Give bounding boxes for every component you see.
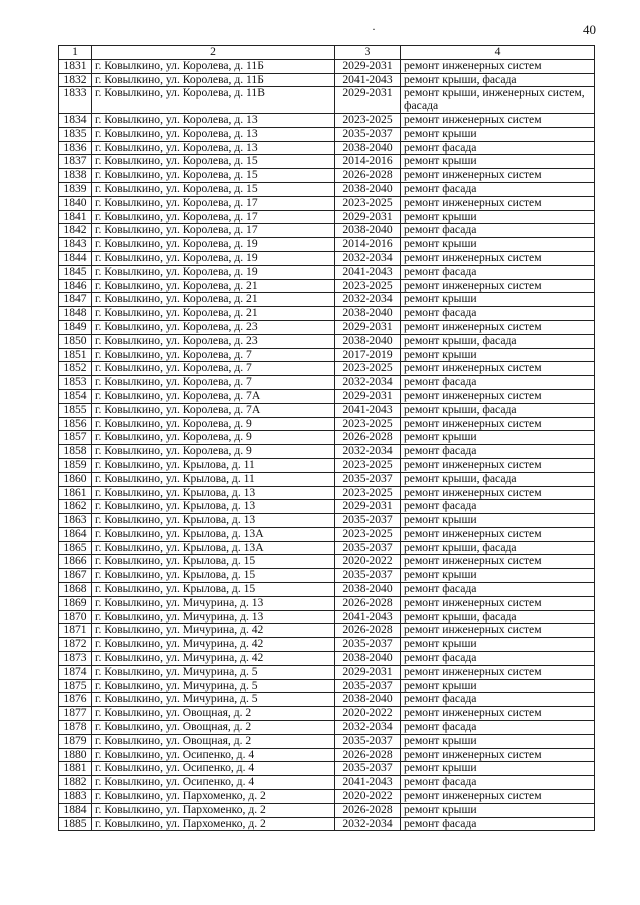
period-cell: 2038-2040 — [335, 583, 401, 597]
row-number: 1873 — [59, 652, 92, 666]
row-number: 1863 — [59, 514, 92, 528]
period-cell: 2020-2022 — [335, 707, 401, 721]
row-number: 1871 — [59, 624, 92, 638]
table-row — [59, 762, 595, 776]
address-cell: г. Ковылкино, ул. Пархоменко, д. 2 — [92, 817, 335, 831]
row-number: 1869 — [59, 596, 92, 610]
row-number: 1847 — [59, 293, 92, 307]
address-cell: г. Ковылкино, ул. Королева, д. 15 — [92, 182, 335, 196]
table-row — [59, 334, 595, 348]
address-cell: г. Ковылкино, ул. Королева, д. 13 — [92, 141, 335, 155]
row-number: 1862 — [59, 500, 92, 514]
period-cell: 2026-2028 — [335, 748, 401, 762]
table-row — [59, 376, 595, 390]
address-cell: г. Ковылкино, ул. Королева, д. 9 — [92, 445, 335, 459]
address-cell: г. Ковылкино, ул. Крылова, д. 13 — [92, 514, 335, 528]
table-row — [59, 596, 595, 610]
work-type-cell: ремонт инженерных систем — [401, 251, 595, 265]
period-cell: 2032-2034 — [335, 293, 401, 307]
work-type-cell: ремонт инженерных систем — [401, 196, 595, 210]
period-cell: 2038-2040 — [335, 307, 401, 321]
period-cell: 2041-2043 — [335, 610, 401, 624]
row-number: 1861 — [59, 486, 92, 500]
table-row — [59, 458, 595, 472]
address-cell: г. Ковылкино, ул. Мичурина, д. 5 — [92, 665, 335, 679]
work-type-cell: ремонт крыши, фасада — [401, 334, 595, 348]
address-cell: г. Ковылкино, ул. Королева, д. 21 — [92, 279, 335, 293]
address-cell: г. Ковылкино, ул. Королева, д. 11Б — [92, 73, 335, 87]
period-cell: 2029-2031 — [335, 320, 401, 334]
table-row — [59, 279, 595, 293]
row-number: 1836 — [59, 141, 92, 155]
work-type-cell: ремонт инженерных систем — [401, 624, 595, 638]
row-number: 1843 — [59, 238, 92, 252]
period-cell: 2020-2022 — [335, 555, 401, 569]
work-type-cell: ремонт крыши, фасада — [401, 403, 595, 417]
period-cell: 2026-2028 — [335, 596, 401, 610]
row-number: 1882 — [59, 776, 92, 790]
row-number: 1841 — [59, 210, 92, 224]
work-type-cell: ремонт инженерных систем — [401, 113, 595, 127]
period-cell: 2023-2025 — [335, 362, 401, 376]
work-type-cell: ремонт крыши — [401, 569, 595, 583]
work-type-cell: ремонт инженерных систем — [401, 748, 595, 762]
address-cell: г. Ковылкино, ул. Овощная, д. 2 — [92, 721, 335, 735]
period-cell: 2023-2025 — [335, 417, 401, 431]
period-cell: 2035-2037 — [335, 127, 401, 141]
address-cell: г. Ковылкино, ул. Крылова, д. 13А — [92, 527, 335, 541]
work-type-cell: ремонт крыши — [401, 238, 595, 252]
work-type-cell: ремонт крыши, фасада — [401, 73, 595, 87]
address-cell: г. Ковылкино, ул. Мичурина, д. 42 — [92, 652, 335, 666]
work-type-cell: ремонт фасада — [401, 376, 595, 390]
address-cell: г. Ковылкино, ул. Крылова, д. 15 — [92, 583, 335, 597]
address-cell: г. Ковылкино, ул. Королева, д. 17 — [92, 210, 335, 224]
period-cell: 2032-2034 — [335, 445, 401, 459]
row-number: 1850 — [59, 334, 92, 348]
period-cell: 2026-2028 — [335, 624, 401, 638]
row-number: 1844 — [59, 251, 92, 265]
table-row — [59, 238, 595, 252]
period-cell: 2023-2025 — [335, 486, 401, 500]
table-row — [59, 389, 595, 403]
table-row — [59, 569, 595, 583]
header-cell-col4: 4 — [401, 46, 595, 60]
table-row — [59, 817, 595, 831]
address-cell: г. Ковылкино, ул. Крылова, д. 13 — [92, 500, 335, 514]
work-type-cell: ремонт крыши — [401, 293, 595, 307]
address-cell: г. Ковылкино, ул. Королева, д. 15 — [92, 155, 335, 169]
table-row — [59, 734, 595, 748]
row-number: 1878 — [59, 721, 92, 735]
address-cell: г. Ковылкино, ул. Королева, д. 11В — [92, 87, 335, 114]
address-cell: г. Ковылкино, ул. Овощная, д. 2 — [92, 734, 335, 748]
work-type-cell: ремонт крыши, фасада — [401, 472, 595, 486]
period-cell: 2035-2037 — [335, 679, 401, 693]
period-cell: 2035-2037 — [335, 638, 401, 652]
table-row — [59, 73, 595, 87]
table-row — [59, 500, 595, 514]
address-cell: г. Ковылкино, ул. Королева, д. 19 — [92, 251, 335, 265]
period-cell: 2026-2028 — [335, 431, 401, 445]
work-type-cell: ремонт крыши — [401, 734, 595, 748]
row-number: 1868 — [59, 583, 92, 597]
work-type-cell: ремонт фасада — [401, 265, 595, 279]
row-number: 1832 — [59, 73, 92, 87]
period-cell: 2035-2037 — [335, 514, 401, 528]
period-cell: 2023-2025 — [335, 458, 401, 472]
address-cell: г. Ковылкино, ул. Мичурина, д. 42 — [92, 638, 335, 652]
table-row — [59, 624, 595, 638]
row-number: 1881 — [59, 762, 92, 776]
work-type-cell: ремонт инженерных систем — [401, 417, 595, 431]
work-type-cell: ремонт крыши, инженерных систем, фасада — [401, 87, 595, 114]
table-row — [59, 307, 595, 321]
period-cell: 2023-2025 — [335, 279, 401, 293]
table-row — [59, 445, 595, 459]
repair-schedule-table — [58, 45, 595, 831]
address-cell: г. Ковылкино, ул. Королева, д. 13 — [92, 113, 335, 127]
work-type-cell: ремонт инженерных систем — [401, 555, 595, 569]
period-cell: 2035-2037 — [335, 569, 401, 583]
work-type-cell: ремонт инженерных систем — [401, 790, 595, 804]
table-row — [59, 514, 595, 528]
row-number: 1848 — [59, 307, 92, 321]
row-number: 1840 — [59, 196, 92, 210]
table-row — [59, 87, 595, 114]
row-number: 1833 — [59, 87, 92, 114]
table-row — [59, 417, 595, 431]
work-type-cell: ремонт фасада — [401, 224, 595, 238]
row-number: 1885 — [59, 817, 92, 831]
row-number: 1867 — [59, 569, 92, 583]
address-cell: г. Ковылкино, ул. Мичурина, д. 13 — [92, 610, 335, 624]
row-number: 1884 — [59, 803, 92, 817]
address-cell: г. Ковылкино, ул. Крылова, д. 15 — [92, 569, 335, 583]
table-body — [59, 59, 595, 831]
address-cell: г. Ковылкино, ул. Крылова, д. 11 — [92, 472, 335, 486]
table-row — [59, 665, 595, 679]
address-cell: г. Ковылкино, ул. Крылова, д. 15 — [92, 555, 335, 569]
table-row — [59, 707, 595, 721]
period-cell: 2032-2034 — [335, 817, 401, 831]
work-type-cell: ремонт инженерных систем — [401, 707, 595, 721]
table-row — [59, 196, 595, 210]
work-type-cell: ремонт инженерных систем — [401, 527, 595, 541]
table-row — [59, 679, 595, 693]
address-cell: г. Ковылкино, ул. Королева, д. 21 — [92, 293, 335, 307]
table-row — [59, 638, 595, 652]
work-type-cell: ремонт фасада — [401, 652, 595, 666]
work-type-cell: ремонт крыши — [401, 127, 595, 141]
work-type-cell: ремонт фасада — [401, 776, 595, 790]
period-cell: 2029-2031 — [335, 389, 401, 403]
table-row — [59, 113, 595, 127]
period-cell: 2038-2040 — [335, 224, 401, 238]
period-cell: 2029-2031 — [335, 87, 401, 114]
row-number: 1864 — [59, 527, 92, 541]
table-row — [59, 803, 595, 817]
period-cell: 2041-2043 — [335, 776, 401, 790]
row-number: 1874 — [59, 665, 92, 679]
work-type-cell: ремонт фасада — [401, 500, 595, 514]
table-row — [59, 182, 595, 196]
work-type-cell: ремонт инженерных систем — [401, 458, 595, 472]
period-cell: 2035-2037 — [335, 734, 401, 748]
work-type-cell: ремонт крыши — [401, 431, 595, 445]
header-cell-col1: 1 — [59, 46, 92, 60]
row-number: 1831 — [59, 59, 92, 73]
row-number: 1834 — [59, 113, 92, 127]
table-row — [59, 169, 595, 183]
table-row — [59, 610, 595, 624]
address-cell: г. Ковылкино, ул. Королева, д. 7А — [92, 389, 335, 403]
address-cell: г. Ковылкино, ул. Королева, д. 23 — [92, 320, 335, 334]
row-number: 1851 — [59, 348, 92, 362]
row-number: 1853 — [59, 376, 92, 390]
address-cell: г. Ковылкино, ул. Королева, д. 9 — [92, 417, 335, 431]
table-row — [59, 320, 595, 334]
address-cell: г. Ковылкино, ул. Пархоменко, д. 2 — [92, 803, 335, 817]
row-number: 1883 — [59, 790, 92, 804]
work-type-cell: ремонт фасада — [401, 721, 595, 735]
address-cell: г. Ковылкино, ул. Королева, д. 9 — [92, 431, 335, 445]
period-cell: 2032-2034 — [335, 251, 401, 265]
period-cell: 2038-2040 — [335, 652, 401, 666]
address-cell: г. Ковылкино, ул. Королева, д. 21 — [92, 307, 335, 321]
period-cell: 2029-2031 — [335, 59, 401, 73]
period-cell: 2026-2028 — [335, 803, 401, 817]
period-cell: 2035-2037 — [335, 541, 401, 555]
work-type-cell: ремонт фасада — [401, 817, 595, 831]
table-row — [59, 224, 595, 238]
page-number: 40 — [583, 22, 596, 37]
work-type-cell: ремонт крыши — [401, 679, 595, 693]
work-type-cell: ремонт фасада — [401, 307, 595, 321]
period-cell: 2038-2040 — [335, 693, 401, 707]
address-cell: г. Ковылкино, ул. Королева, д. 11Б — [92, 59, 335, 73]
table-row — [59, 790, 595, 804]
work-type-cell: ремонт крыши — [401, 638, 595, 652]
address-cell: г. Ковылкино, ул. Мичурина, д. 5 — [92, 679, 335, 693]
row-number: 1842 — [59, 224, 92, 238]
address-cell: г. Ковылкино, ул. Овощная, д. 2 — [92, 707, 335, 721]
period-cell: 2023-2025 — [335, 527, 401, 541]
address-cell: г. Ковылкино, ул. Королева, д. 23 — [92, 334, 335, 348]
table-row — [59, 486, 595, 500]
work-type-cell: ремонт крыши — [401, 348, 595, 362]
top-mark: · — [372, 22, 376, 36]
work-type-cell: ремонт крыши, фасада — [401, 541, 595, 555]
row-number: 1876 — [59, 693, 92, 707]
period-cell: 2029-2031 — [335, 500, 401, 514]
table-header-row — [59, 46, 595, 60]
period-cell: 2023-2025 — [335, 113, 401, 127]
address-cell: г. Ковылкино, ул. Осипенко, д. 4 — [92, 762, 335, 776]
work-type-cell: ремонт инженерных систем — [401, 665, 595, 679]
row-number: 1877 — [59, 707, 92, 721]
address-cell: г. Ковылкино, ул. Королева, д. 13 — [92, 127, 335, 141]
row-number: 1845 — [59, 265, 92, 279]
row-number: 1866 — [59, 555, 92, 569]
header-cell-col3: 3 — [335, 46, 401, 60]
table-row — [59, 59, 595, 73]
table-row — [59, 155, 595, 169]
period-cell: 2020-2022 — [335, 790, 401, 804]
table-row — [59, 362, 595, 376]
table-row — [59, 472, 595, 486]
row-number: 1860 — [59, 472, 92, 486]
address-cell: г. Ковылкино, ул. Мичурина, д. 5 — [92, 693, 335, 707]
period-cell: 2038-2040 — [335, 141, 401, 155]
work-type-cell: ремонт крыши — [401, 803, 595, 817]
period-cell: 2041-2043 — [335, 73, 401, 87]
row-number: 1846 — [59, 279, 92, 293]
row-number: 1880 — [59, 748, 92, 762]
period-cell: 2041-2043 — [335, 403, 401, 417]
table-row — [59, 721, 595, 735]
work-type-cell: ремонт инженерных систем — [401, 169, 595, 183]
address-cell: г. Ковылкино, ул. Королева, д. 7А — [92, 403, 335, 417]
row-number: 1839 — [59, 182, 92, 196]
table-row — [59, 776, 595, 790]
period-cell: 2026-2028 — [335, 169, 401, 183]
period-cell: 2029-2031 — [335, 210, 401, 224]
row-number: 1854 — [59, 389, 92, 403]
address-cell: г. Ковылкино, ул. Пархоменко, д. 2 — [92, 790, 335, 804]
table-row — [59, 251, 595, 265]
work-type-cell: ремонт фасада — [401, 141, 595, 155]
address-cell: г. Ковылкино, ул. Осипенко, д. 4 — [92, 748, 335, 762]
address-cell: г. Ковылкино, ул. Королева, д. 19 — [92, 238, 335, 252]
period-cell: 2029-2031 — [335, 665, 401, 679]
work-type-cell: ремонт фасада — [401, 583, 595, 597]
period-cell: 2023-2025 — [335, 196, 401, 210]
work-type-cell: ремонт крыши — [401, 762, 595, 776]
table-row — [59, 348, 595, 362]
work-type-cell: ремонт инженерных систем — [401, 279, 595, 293]
row-number: 1852 — [59, 362, 92, 376]
period-cell: 2014-2016 — [335, 155, 401, 169]
work-type-cell: ремонт инженерных систем — [401, 486, 595, 500]
address-cell: г. Ковылкино, ул. Королева, д. 19 — [92, 265, 335, 279]
table-row — [59, 652, 595, 666]
address-cell: г. Ковылкино, ул. Королева, д. 7 — [92, 376, 335, 390]
row-number: 1835 — [59, 127, 92, 141]
row-number: 1870 — [59, 610, 92, 624]
address-cell: г. Ковылкино, ул. Крылова, д. 11 — [92, 458, 335, 472]
period-cell: 2038-2040 — [335, 182, 401, 196]
row-number: 1856 — [59, 417, 92, 431]
work-type-cell: ремонт фасада — [401, 693, 595, 707]
table-row — [59, 293, 595, 307]
address-cell: г. Ковылкино, ул. Королева, д. 17 — [92, 224, 335, 238]
address-cell: г. Ковылкино, ул. Мичурина, д. 42 — [92, 624, 335, 638]
table-row — [59, 265, 595, 279]
row-number: 1859 — [59, 458, 92, 472]
table-row — [59, 555, 595, 569]
table-row — [59, 693, 595, 707]
work-type-cell: ремонт фасада — [401, 445, 595, 459]
row-number: 1857 — [59, 431, 92, 445]
period-cell: 2032-2034 — [335, 721, 401, 735]
address-cell: г. Ковылкино, ул. Королева, д. 15 — [92, 169, 335, 183]
address-cell: г. Ковылкино, ул. Осипенко, д. 4 — [92, 776, 335, 790]
work-type-cell: ремонт инженерных систем — [401, 596, 595, 610]
table-row — [59, 127, 595, 141]
work-type-cell: ремонт инженерных систем — [401, 389, 595, 403]
header-cell-col2: 2 — [92, 46, 335, 60]
table-row — [59, 748, 595, 762]
period-cell: 2035-2037 — [335, 762, 401, 776]
period-cell: 2038-2040 — [335, 334, 401, 348]
address-cell: г. Ковылкино, ул. Крылова, д. 13 — [92, 486, 335, 500]
work-type-cell: ремонт инженерных систем — [401, 320, 595, 334]
work-type-cell: ремонт крыши, фасада — [401, 610, 595, 624]
address-cell: г. Ковылкино, ул. Королева, д. 7 — [92, 362, 335, 376]
row-number: 1879 — [59, 734, 92, 748]
row-number: 1865 — [59, 541, 92, 555]
row-number: 1855 — [59, 403, 92, 417]
address-cell: г. Ковылкино, ул. Мичурина, д. 13 — [92, 596, 335, 610]
period-cell: 2032-2034 — [335, 376, 401, 390]
row-number: 1838 — [59, 169, 92, 183]
work-type-cell: ремонт инженерных систем — [401, 59, 595, 73]
table-row — [59, 583, 595, 597]
table-row — [59, 210, 595, 224]
table-row — [59, 403, 595, 417]
row-number: 1872 — [59, 638, 92, 652]
work-type-cell: ремонт инженерных систем — [401, 362, 595, 376]
table-row — [59, 527, 595, 541]
row-number: 1837 — [59, 155, 92, 169]
address-cell: г. Ковылкино, ул. Крылова, д. 13А — [92, 541, 335, 555]
work-type-cell: ремонт крыши — [401, 155, 595, 169]
work-type-cell: ремонт фасада — [401, 182, 595, 196]
table-row — [59, 541, 595, 555]
work-type-cell: ремонт крыши — [401, 210, 595, 224]
period-cell: 2035-2037 — [335, 472, 401, 486]
row-number: 1875 — [59, 679, 92, 693]
period-cell: 2017-2019 — [335, 348, 401, 362]
work-type-cell: ремонт крыши — [401, 514, 595, 528]
period-cell: 2014-2016 — [335, 238, 401, 252]
row-number: 1858 — [59, 445, 92, 459]
table-row — [59, 431, 595, 445]
period-cell: 2041-2043 — [335, 265, 401, 279]
address-cell: г. Ковылкино, ул. Королева, д. 7 — [92, 348, 335, 362]
row-number: 1849 — [59, 320, 92, 334]
address-cell: г. Ковылкино, ул. Королева, д. 17 — [92, 196, 335, 210]
table-row — [59, 141, 595, 155]
